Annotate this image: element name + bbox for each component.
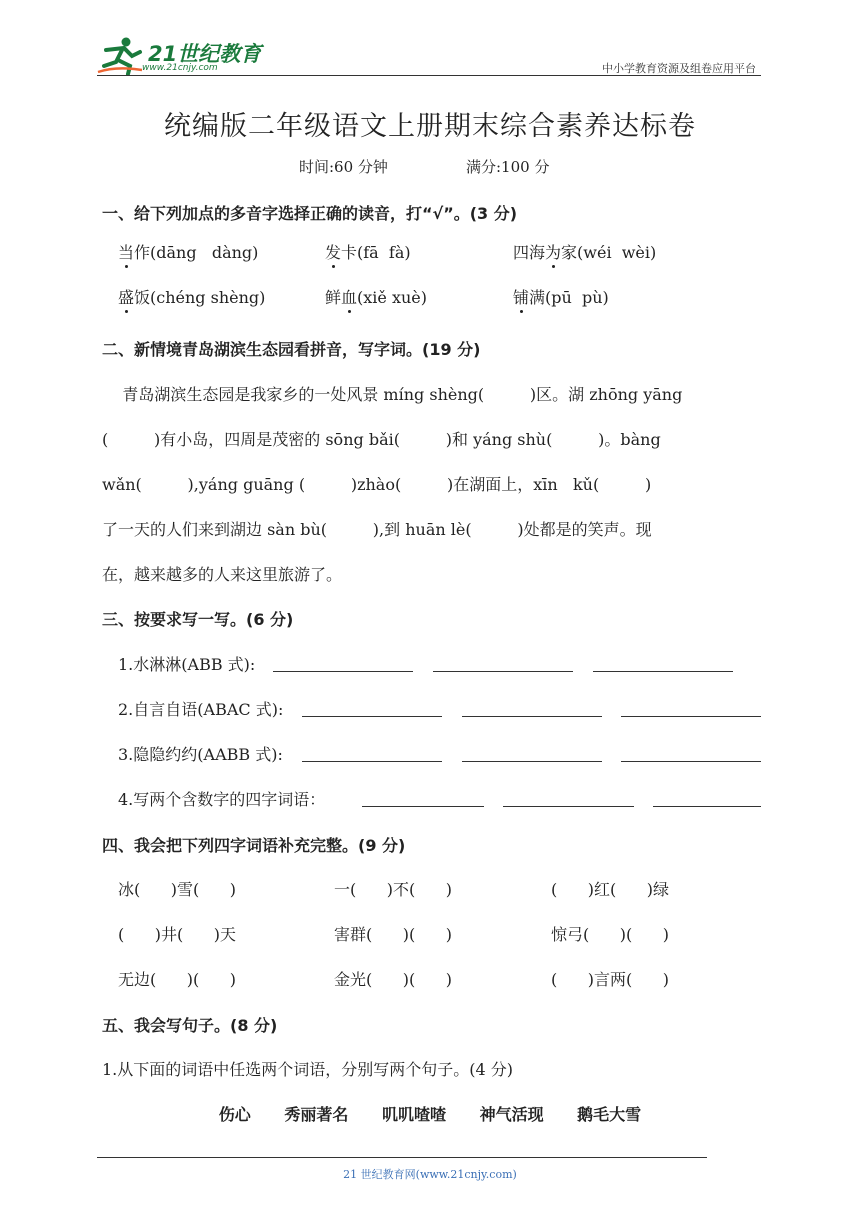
item-5: 鲜血(xiě xuè)	[325, 285, 427, 308]
word-item: 鹅毛大雪	[577, 1105, 642, 1124]
passage-line-1: 青岛湖滨生态园是我家乡的一处风景 míng shèng( )区。湖 zhōng yāng	[102, 385, 683, 404]
idiom-fill: 金光( )( )	[334, 970, 453, 989]
section-4-heading: 四、我会把下列四字词语补充完整。(9 分)	[102, 836, 406, 855]
item-4: 盛饭(chéng shèng)	[118, 285, 265, 308]
item-abac: 2.自言自语(ABAC 式):	[118, 700, 284, 719]
idiom-fill: 无边( )( )	[118, 970, 237, 989]
idiom-fill: 惊弓( )( )	[551, 925, 670, 944]
idiom-fill: 害群( )( )	[334, 925, 453, 944]
page-title: 统编版二年级语文上册期末综合素养达标卷	[164, 111, 696, 142]
item-2: 发卡(fā fà)	[325, 240, 411, 263]
answer-blank[interactable]	[621, 761, 761, 762]
idiom-fill: ( )红( )绿	[551, 880, 670, 899]
logo-url: www.21cnjy.com	[142, 63, 218, 73]
passage-line-5: 在，越来越多的人来这里旅游了。	[102, 565, 343, 584]
item-1: 当作(dāng dàng)	[118, 240, 258, 263]
answer-blank[interactable]	[462, 716, 602, 717]
logo-text: 21世纪教育	[148, 42, 262, 66]
answer-blank[interactable]	[593, 671, 733, 672]
answer-blank[interactable]	[462, 761, 602, 762]
word-item: 伤心	[218, 1105, 251, 1124]
answer-blank[interactable]	[653, 806, 761, 807]
idiom-fill: ( )言两( )	[551, 970, 670, 989]
idiom-fill: 冰( )雪( )	[118, 880, 237, 899]
runner-icon	[96, 36, 146, 76]
word-bank	[0, 1102, 860, 1125]
section-5-sub: 1.从下面的词语中任选两个词语，分别写两个句子。(4 分)	[102, 1060, 514, 1079]
footer-link[interactable]: 21 世纪教育网(www.21cnjy.com)	[343, 1168, 517, 1181]
section-3-heading: 三、按要求写一写。(6 分)	[102, 610, 294, 629]
word-item: 秀丽著名	[284, 1105, 349, 1124]
item-abb: 1.水淋淋(ABB 式):	[118, 655, 256, 674]
header-divider	[97, 75, 761, 76]
item-6: 铺满(pū pù)	[513, 285, 609, 308]
footer-divider	[97, 1157, 707, 1158]
section-1-heading: 一、给下列加点的多音字选择正确的读音，打“√”。(3 分)	[102, 204, 518, 223]
answer-blank[interactable]	[302, 716, 442, 717]
word-item: 叽叽喳喳	[381, 1105, 446, 1124]
exam-time: 时间:60 分钟	[299, 158, 388, 176]
site-logo	[96, 36, 266, 76]
idiom-fill: ( )井( )天	[118, 925, 237, 944]
passage-line-3: wǎn( ),yáng guāng ( )zhào( )在湖面上，xīn kǔ( )	[102, 475, 652, 494]
answer-blank[interactable]	[273, 671, 413, 672]
idiom-fill: 一( )不( )	[334, 880, 453, 899]
item-aabb: 3.隐隐约约(AABB 式):	[118, 745, 283, 764]
item-number-idioms: 4.写两个含数字的四字词语：	[118, 790, 326, 809]
passage-line-4: 了一天的人们来到湖边 sàn bù( ),到 huān lè( )处都是的笑声。现	[102, 520, 652, 539]
item-3: 四海为家(wéi wèi)	[513, 240, 656, 263]
exam-score: 满分:100 分	[466, 158, 550, 176]
answer-blank[interactable]	[362, 806, 484, 807]
answer-blank[interactable]	[503, 806, 634, 807]
answer-blank[interactable]	[302, 761, 442, 762]
platform-label: 中小学教育资源及组卷应用平台	[602, 62, 756, 75]
section-2-heading: 二、新情境青岛湖滨生态园看拼音，写字词。(19 分)	[102, 340, 481, 359]
word-item: 神气活现	[479, 1105, 544, 1124]
answer-blank[interactable]	[433, 671, 573, 672]
answer-blank[interactable]	[621, 716, 761, 717]
section-5-heading: 五、我会写句子。(8 分)	[102, 1016, 278, 1035]
passage-line-2: ( )有小岛，四周是茂密的 sōng bǎi( )和 yáng shù( )。bàng	[102, 430, 661, 449]
